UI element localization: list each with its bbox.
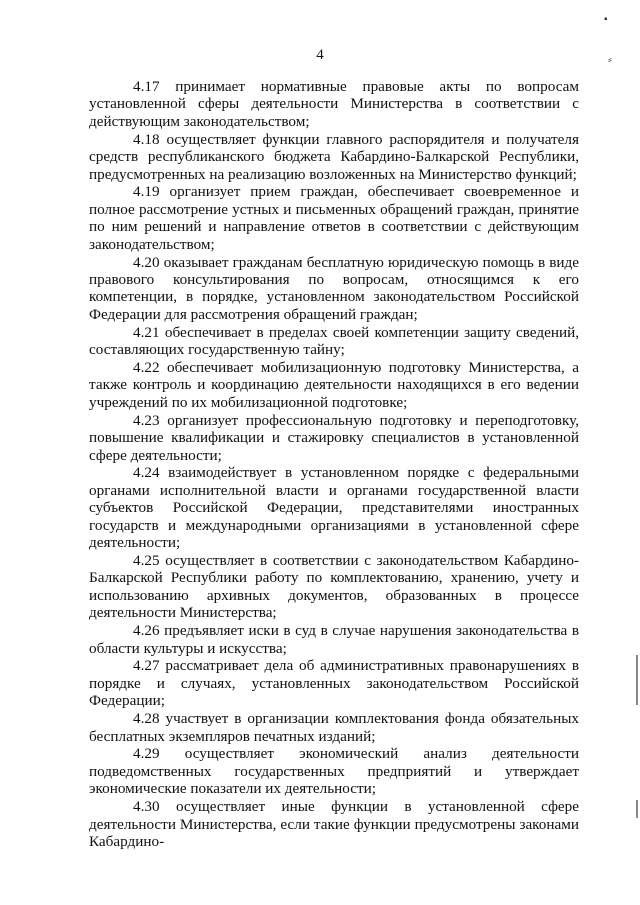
scan-speck: ▪ [604,14,608,25]
paragraph-4-30: 4.30 осуществляет иные функции в установленной сфере деятельности Министерства, если такие функции предусмотрены законами Кабардино- [89,798,579,850]
paragraph-4-19: 4.19 организует прием граждан, обеспечивает своевременное и полное рассмотрение устных и письменных обращений граждан, принятие по ним решений и направление ответов в соответствии с действующим законодательством; [89,183,579,253]
paragraph-4-28: 4.28 участвует в организации комплектования фонда обязательных бесплатных экземпляров печатных изданий; [89,710,579,745]
paragraph-4-23: 4.23 организует профессиональную подготовку и переподготовку, повышение квалификации и стажировку специалистов в установленной сфере деятельности; [89,411,579,464]
scan-speck: ⸗ [608,52,612,66]
paragraph-4-18: 4.18 осуществляет функции главного распорядителя и получателя средств республиканского бюджета Кабардино-Балкарской Республики, предусмотренных на реализацию возложенных на Министерство функций; [89,130,579,183]
paragraph-4-27: 4.27 рассматривает дела об административных правонарушениях в порядке и случаях, установленных законодательством Российской Федерации; [89,657,579,710]
paragraph-4-20: 4.20 оказывает гражданам бесплатную юридическую помощь в виде правового консультирования по вопросам, относящимся к его компетенции, в порядке, установленном законодательством Российской Федерации для рассмотрения обращений граждан; [89,253,579,323]
paragraph-4-29: 4.29 осуществляет экономический анализ деятельности подведомственных государственных предприятий и утверждает экономические показатели их деятельности; [89,745,579,798]
document-body [89,78,579,851]
page-number: 4 [316,47,324,63]
scan-edge-mark [636,800,638,818]
paragraph-4-17: 4.17 принимает нормативные правовые акты по вопросам установленной сферы деятельности Министерства в соответствии с действующим законодательством; [89,78,579,130]
paragraph-4-25: 4.25 осуществляет в соответствии с законодательством Кабардино-Балкарской Республики работу по комплектованию, хранению, учету и использованию архивных документов, образованных в процессе деятельности Министерства; [89,551,579,622]
scan-edge-mark [636,655,638,705]
paragraph-4-26: 4.26 предъявляет иски в суд в случае нарушения законодательства в области культуры и искусства; [89,622,579,657]
paragraph-4-24: 4.24 взаимодействует в установленном порядке с федеральными органами исполнительной власти и органами государственной власти субъектов Российской Федерации, представителями иностранных государств и международными организациями в установленной сфере деятельности; [89,464,579,552]
paragraph-4-21: 4.21 обеспечивает в пределах своей компетенции защиту сведений, составляющих государственную тайну; [89,323,579,359]
paragraph-4-22: 4.22 обеспечивает мобилизационную подготовку Министерства, а также контроль и координацию деятельности находящихся в его ведении учреждений по их мобилизационной подготовке; [89,359,579,411]
